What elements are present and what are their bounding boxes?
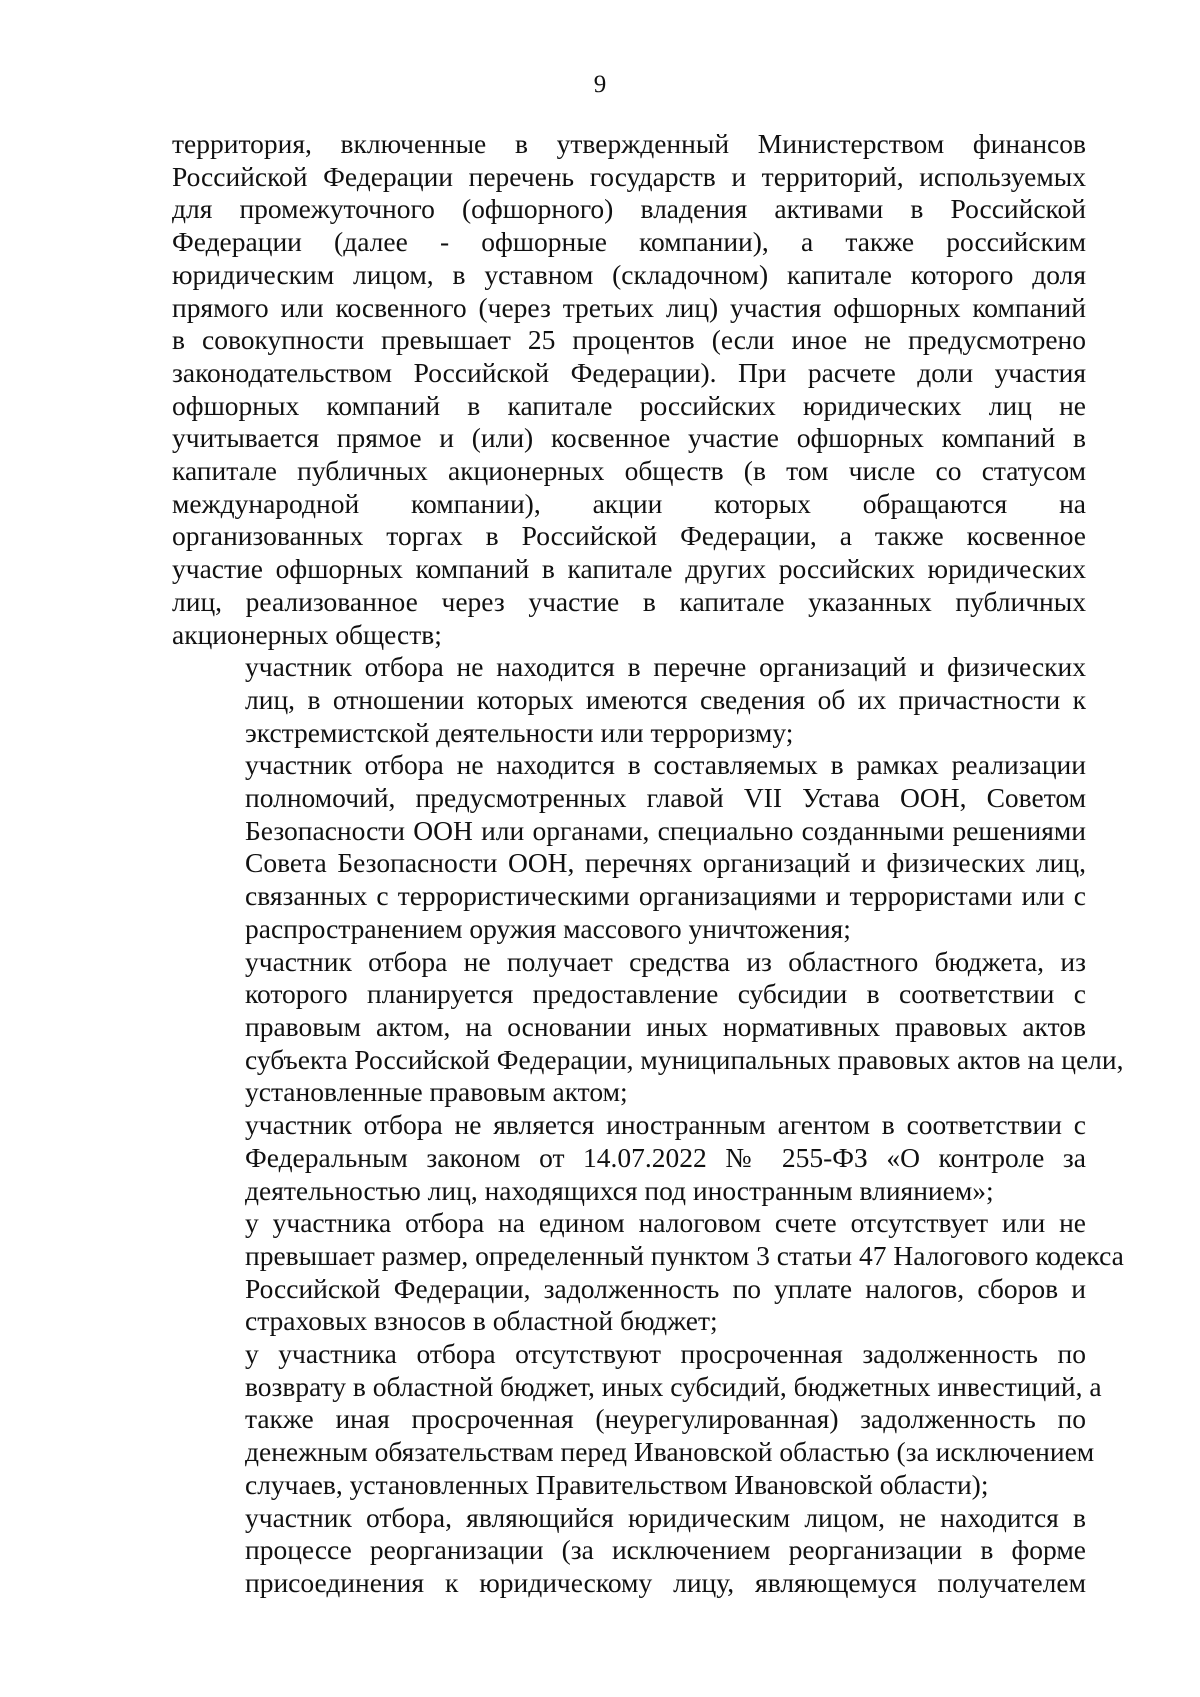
text-line: Федеральным законом от 14.07.2022 № 255-ФЗ «О контроле за <box>245 1141 1086 1173</box>
text-line: капитале публичных акционерных обществ (в том числе со статусом <box>172 455 1086 487</box>
text-line: превышает размер, определенный пунктом 3 статьи 47 Налогового кодекса <box>245 1239 1124 1271</box>
document-body <box>172 128 1124 1600</box>
text-line: у участника отбора отсутствуют просроченная задолженность по <box>245 1338 1086 1370</box>
text-line: Российской Федерации перечень государств и территорий, используемых <box>172 160 1086 192</box>
paragraph <box>172 945 1124 1110</box>
text-line: полномочий, предусмотренных главой VII Устава ООН, Советом <box>245 782 1086 814</box>
text-line: юридическим лицом, в уставном (складочном) капитале которого доля <box>172 258 1086 290</box>
text-line: также иная просроченная (неурегулированная) задолженность по <box>245 1403 1086 1435</box>
paragraph <box>172 1502 1086 1600</box>
text-line: которого планируется предоставление субсидии в соответствии с <box>245 978 1086 1010</box>
text-line: присоединения к юридическому лицу, являющемуся получателем <box>245 1566 1086 1598</box>
text-line: законодательством Российской Федерации). При расчете доли участия <box>172 356 1086 388</box>
text-line: процессе реорганизации (за исключением реорганизации в форме <box>245 1534 1086 1566</box>
text-line: Российской Федерации, задолженность по уплате налогов, сборов и <box>245 1272 1086 1304</box>
paragraph <box>172 128 1086 651</box>
text-line: правовым актом, на основании иных нормативных правовых актов <box>245 1010 1086 1042</box>
text-line: экстремистской деятельности или терроризму; <box>245 716 794 748</box>
paragraph <box>172 1207 1124 1338</box>
text-line: Совета Безопасности ООН, перечнях организаций и физических лиц, <box>245 847 1086 879</box>
paragraph <box>172 749 1086 945</box>
text-line: прямого или косвенного (через третьих лиц) участия офшорных компаний <box>172 291 1086 323</box>
text-line: связанных с террористическими организациями и террористами или с <box>245 880 1086 912</box>
text-line: участник отбора, являющийся юридическим лицом, не находится в <box>245 1501 1086 1533</box>
text-line: возврату в областной бюджет, иных субсидий, бюджетных инвестиций, а <box>245 1370 1102 1402</box>
text-line: распространением оружия массового уничтожения; <box>245 912 851 944</box>
text-line: акционерных обществ; <box>172 618 442 650</box>
text-line: участие офшорных компаний в капитале других российских юридических <box>172 553 1086 585</box>
text-line: Федерации (далее - офшорные компании), а также российским <box>172 226 1086 258</box>
text-line: участник отбора не находится в перечне организаций и физических <box>245 651 1086 683</box>
text-line: Безопасности ООН или органами, специально созданными решениями <box>245 814 1086 846</box>
paragraph <box>172 1338 1102 1502</box>
text-line: для промежуточного (офшорного) владения активами в Российской <box>172 193 1086 225</box>
text-line: территория, включенные в утвержденный Министерством финансов <box>172 128 1086 159</box>
text-line: организованных торгах в Российской Федерации, а также косвенное <box>172 520 1086 552</box>
text-line: офшорных компаний в капитале российских юридических лиц не <box>172 389 1086 421</box>
text-line: участник отбора не находится в составляемых в рамках реализации <box>245 749 1086 781</box>
text-line: страховых взносов в областной бюджет; <box>245 1305 718 1337</box>
text-line: деятельностью лиц, находящихся под иностранным влиянием»; <box>245 1174 994 1206</box>
text-line: денежным обязательствам перед Ивановской областью (за исключением <box>245 1436 1095 1468</box>
text-line: участник отбора не получает средства из областного бюджета, из <box>245 945 1086 977</box>
text-line: у участника отбора на едином налоговом счете отсутствует или не <box>245 1207 1086 1239</box>
text-line: международной компании), акции которых обращаются на <box>172 487 1086 519</box>
text-line: лиц, в отношении которых имеются сведения об их причастности к <box>245 683 1086 715</box>
text-line: субъекта Российской Федерации, муниципальных правовых актов на цели, <box>245 1043 1124 1075</box>
text-line: случаев, установленных Правительством Ивановской области); <box>245 1468 989 1500</box>
text-line: установленные правовым актом; <box>245 1076 628 1108</box>
text-line: в совокупности превышает 25 процентов (если иное не предусмотрено <box>172 324 1086 356</box>
paragraph <box>172 1109 1086 1207</box>
page-number: 9 <box>593 71 607 98</box>
text-line: учитывается прямое и (или) косвенное участие офшорных компаний в <box>172 422 1086 454</box>
text-line: лиц, реализованное через участие в капитале указанных публичных <box>172 585 1086 617</box>
paragraph <box>172 651 1086 749</box>
text-line: участник отбора не является иностранным агентом в соответствии с <box>245 1109 1086 1141</box>
